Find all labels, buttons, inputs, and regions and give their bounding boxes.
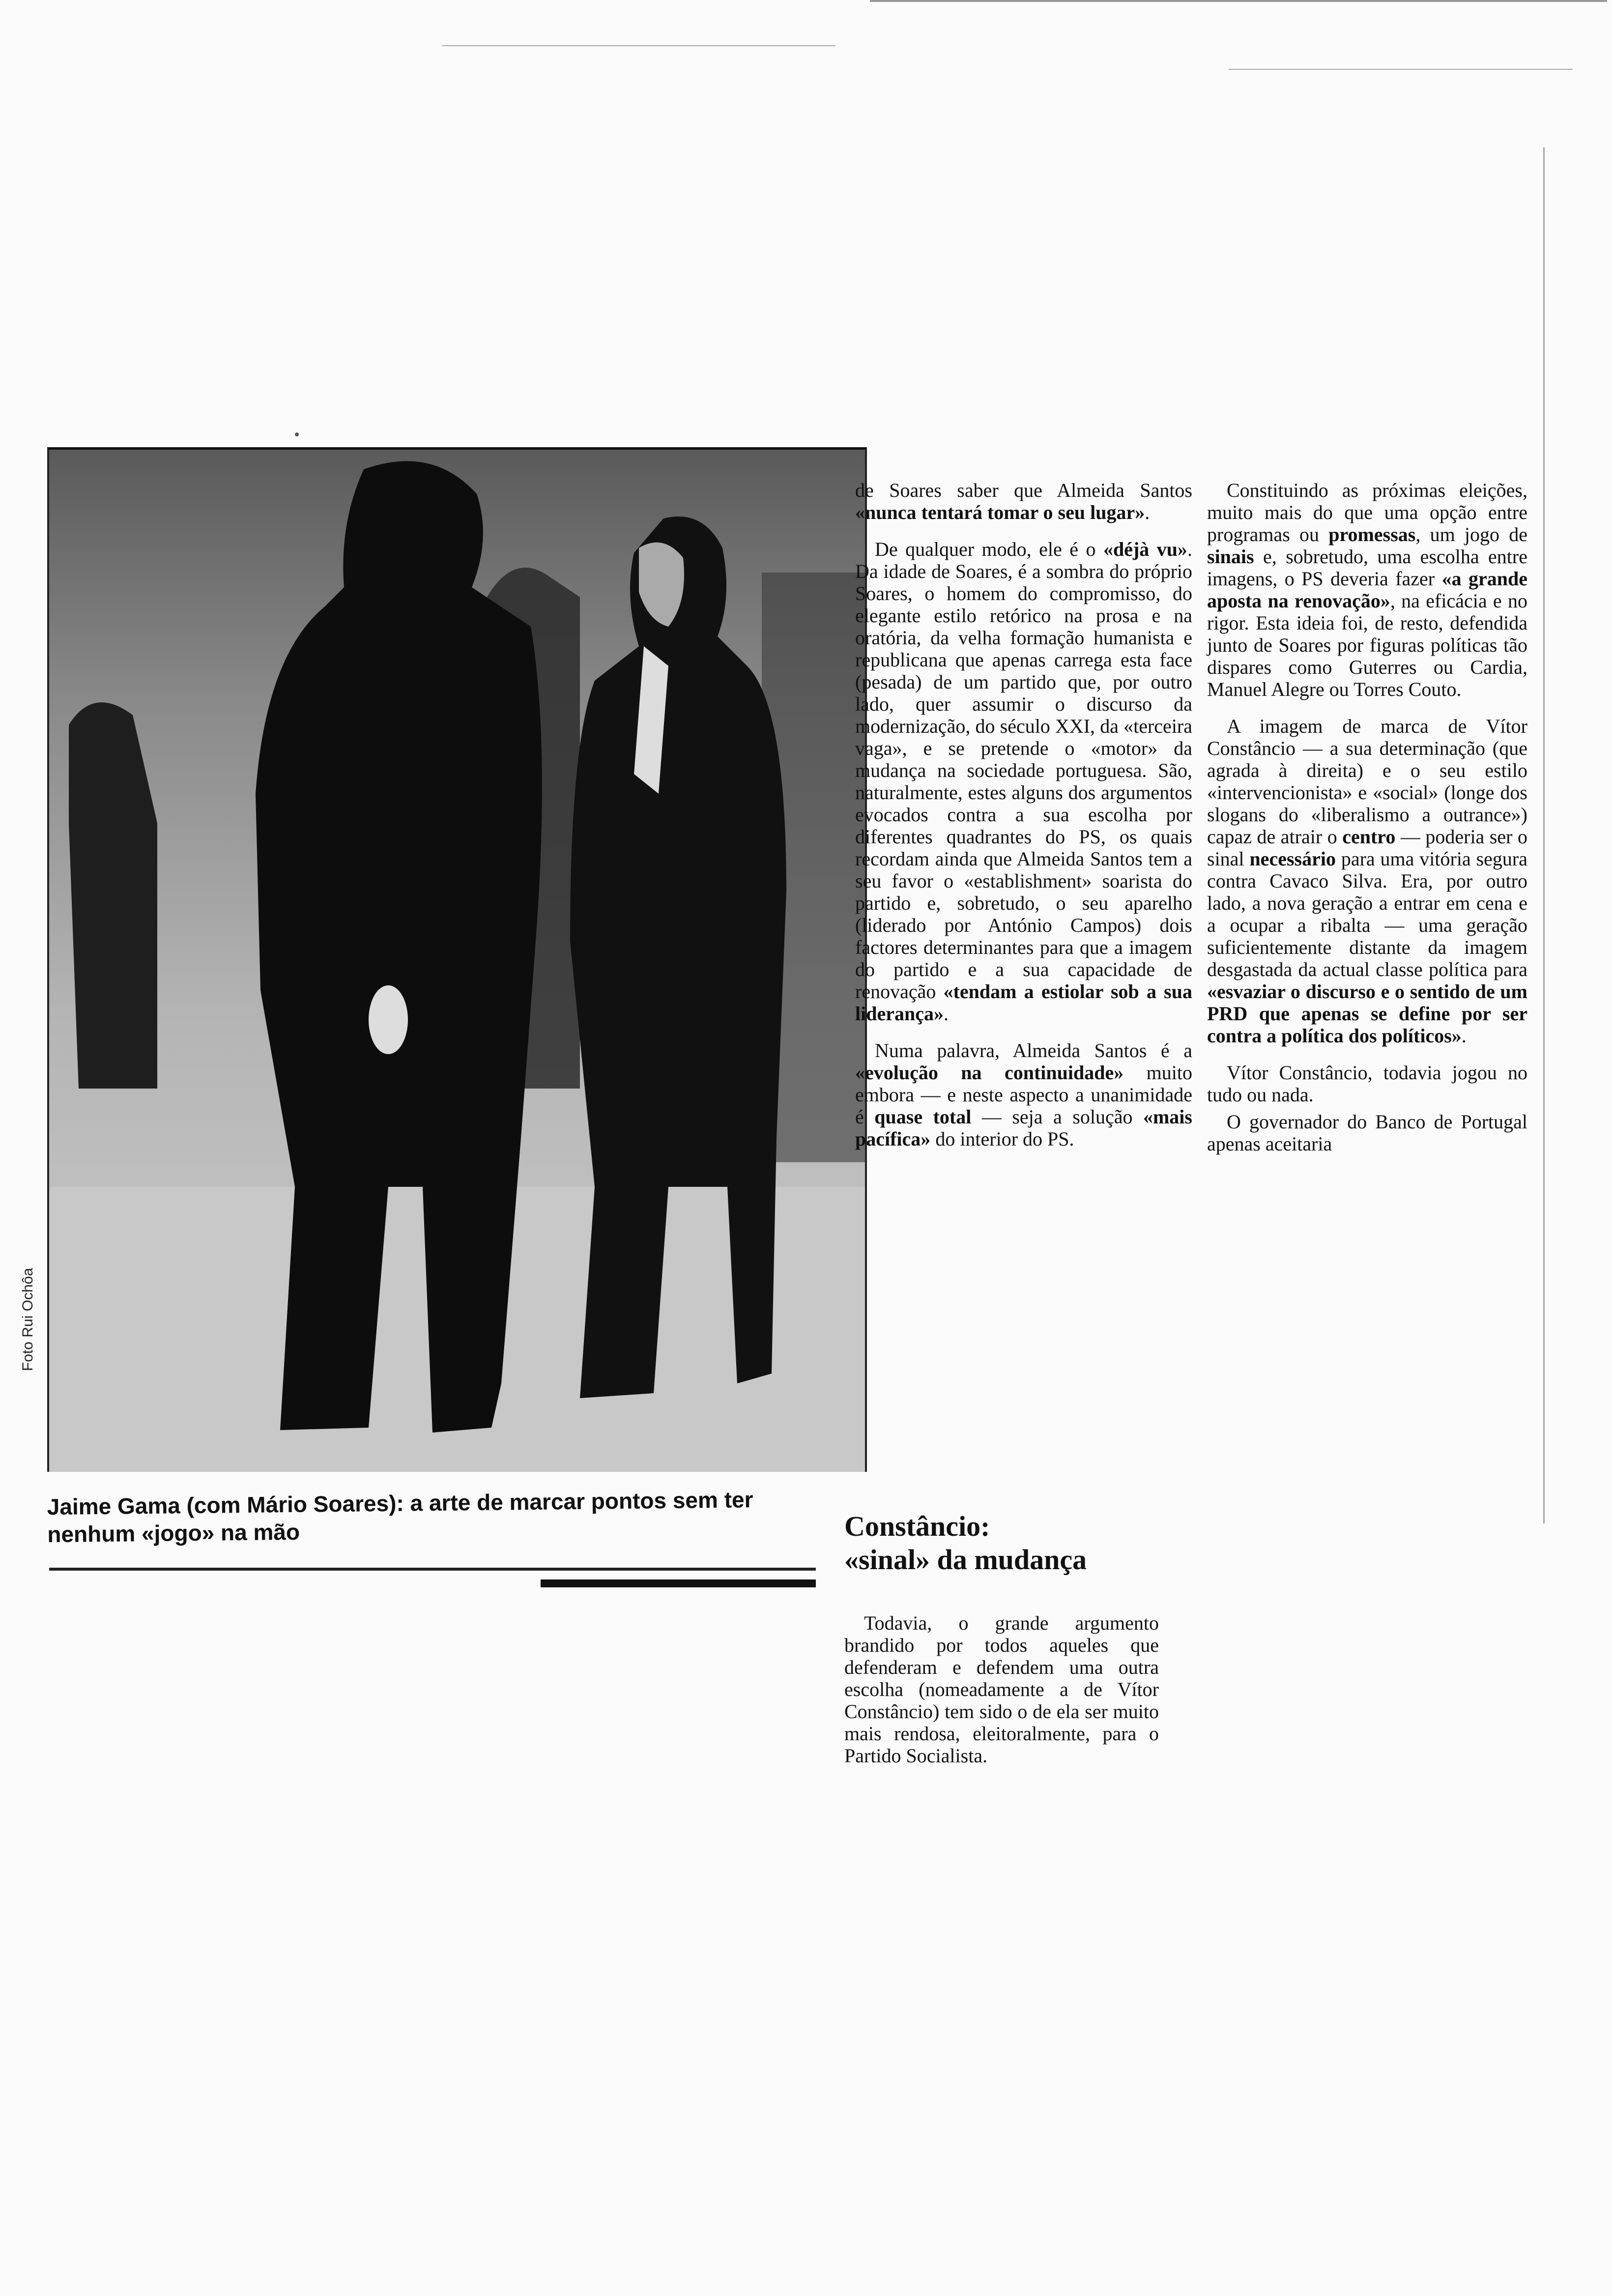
paragraph: O governador do Banco de Portugal apenas aceitaria — [1207, 1111, 1527, 1155]
photo-credit: Foto Rui Ochôa — [20, 1267, 36, 1371]
caption-rule-thick — [541, 1579, 816, 1587]
article-column-3 — [844, 1612, 1159, 1781]
photo-caption: Jaime Gama (com Mário Soares): a arte de marcar pontos sem ter nenhum «jogo» na mão — [47, 1487, 753, 1548]
paragraph: Numa palavra, Almeida Santos é a «evolução na continuidade» muito embora — e neste aspecto a unanimidade é quase total — seja a solução «mais pacífica» do interior do PS. — [855, 1039, 1192, 1150]
photo-background-figure — [69, 702, 157, 1089]
paragraph: Todavia, o grande argumento brandido por todos aqueles que defenderam e defendem uma outra escolha (nomeadamente a de Vítor Constâncio) tem sido o de ela ser muito mais rendosa, eleitoralmente, para o Partido Socialista. — [844, 1612, 1159, 1767]
scan-artifact-line — [1229, 69, 1573, 70]
scan-artifact-line — [1543, 147, 1545, 1523]
paragraph: Constituindo as próximas eleições, muito mais do que uma opção entre programas ou promessas, um jogo de sinais e, sobretudo, uma escolha entre imagens, o PS deveria fazer «a grande aposta na renovação», na eficácia e no rigor. Esta ideia foi, de resto, defendida junto de Soares por figuras políticas tão dispares como Guterres ou Cardia, Manuel Alegre ou Torres Couto. — [1207, 479, 1528, 700]
photo-hand-left — [369, 985, 408, 1054]
paragraph: A imagem de marca de Vítor Constâncio — a sua determinação (que agrada à direita) e o seu estilo «intervencionista» e «social» (longe dos slogans do «liberalismo a outrance») capaz de atrair o centro — poderia ser o sinal necessário para uma vitória segura contra Cavaco Silva. Era, por outro lado, a nova geração a entrar em cena e a ocupar a ribalta — uma geração suficientemente distante da imagem desgastada da actual classe política para «esvaziar o discurso e o sentido de um PRD que apenas se define por ser contra a política dos políticos». — [1207, 715, 1527, 1047]
scan-speck — [295, 432, 299, 436]
subheading-line: «sinal» da mudança — [844, 1544, 1087, 1576]
section-subheading — [844, 1510, 1198, 1577]
scan-artifact-line — [442, 45, 835, 46]
photo-illustration — [49, 450, 865, 1472]
article-column-1 — [855, 479, 1192, 1165]
caption-rule — [49, 1568, 816, 1571]
paragraph: Vítor Constâncio, todavia jogou no tudo ou nada. — [1207, 1062, 1527, 1106]
scan-artifact-line — [870, 0, 1607, 2]
subheading-line: Constâncio: — [844, 1510, 990, 1542]
photo-jaime-gama-mario-soares — [47, 447, 867, 1472]
paragraph: de Soares saber que Almeida Santos «nunca tentará tomar o seu lugar». — [855, 479, 1192, 523]
paragraph: De qualquer modo, ele é o «déjà vu». Da idade de Soares, é a sombra do próprio Soares, o homem do compromisso, do elegante estilo retórico na prosa e na oratória, da velha formação humanista e republicana que apenas carrega esta face (pesada) de um partido que, por outro lado, quer assumir o discurso da modernização, do século XXI, da «terceira vaga», e se pretende o «motor» da mudança na sociedade portuguesa. São, naturalmente, estes alguns dos argumentos evocados contra a sua escolha por diferentes quadrantes do PS, os quais recordam ainda que Almeida Santos tem a seu favor o «establishment» soarista do partido e, sobretudo, o seu aparelho (liderado por António Campos) dois factores determinantes para que a imagem do partido e a sua capacidade de renovação «tendam a estiolar sob a sua liderança». — [855, 538, 1192, 1025]
article-column-2 — [1207, 479, 1527, 1170]
